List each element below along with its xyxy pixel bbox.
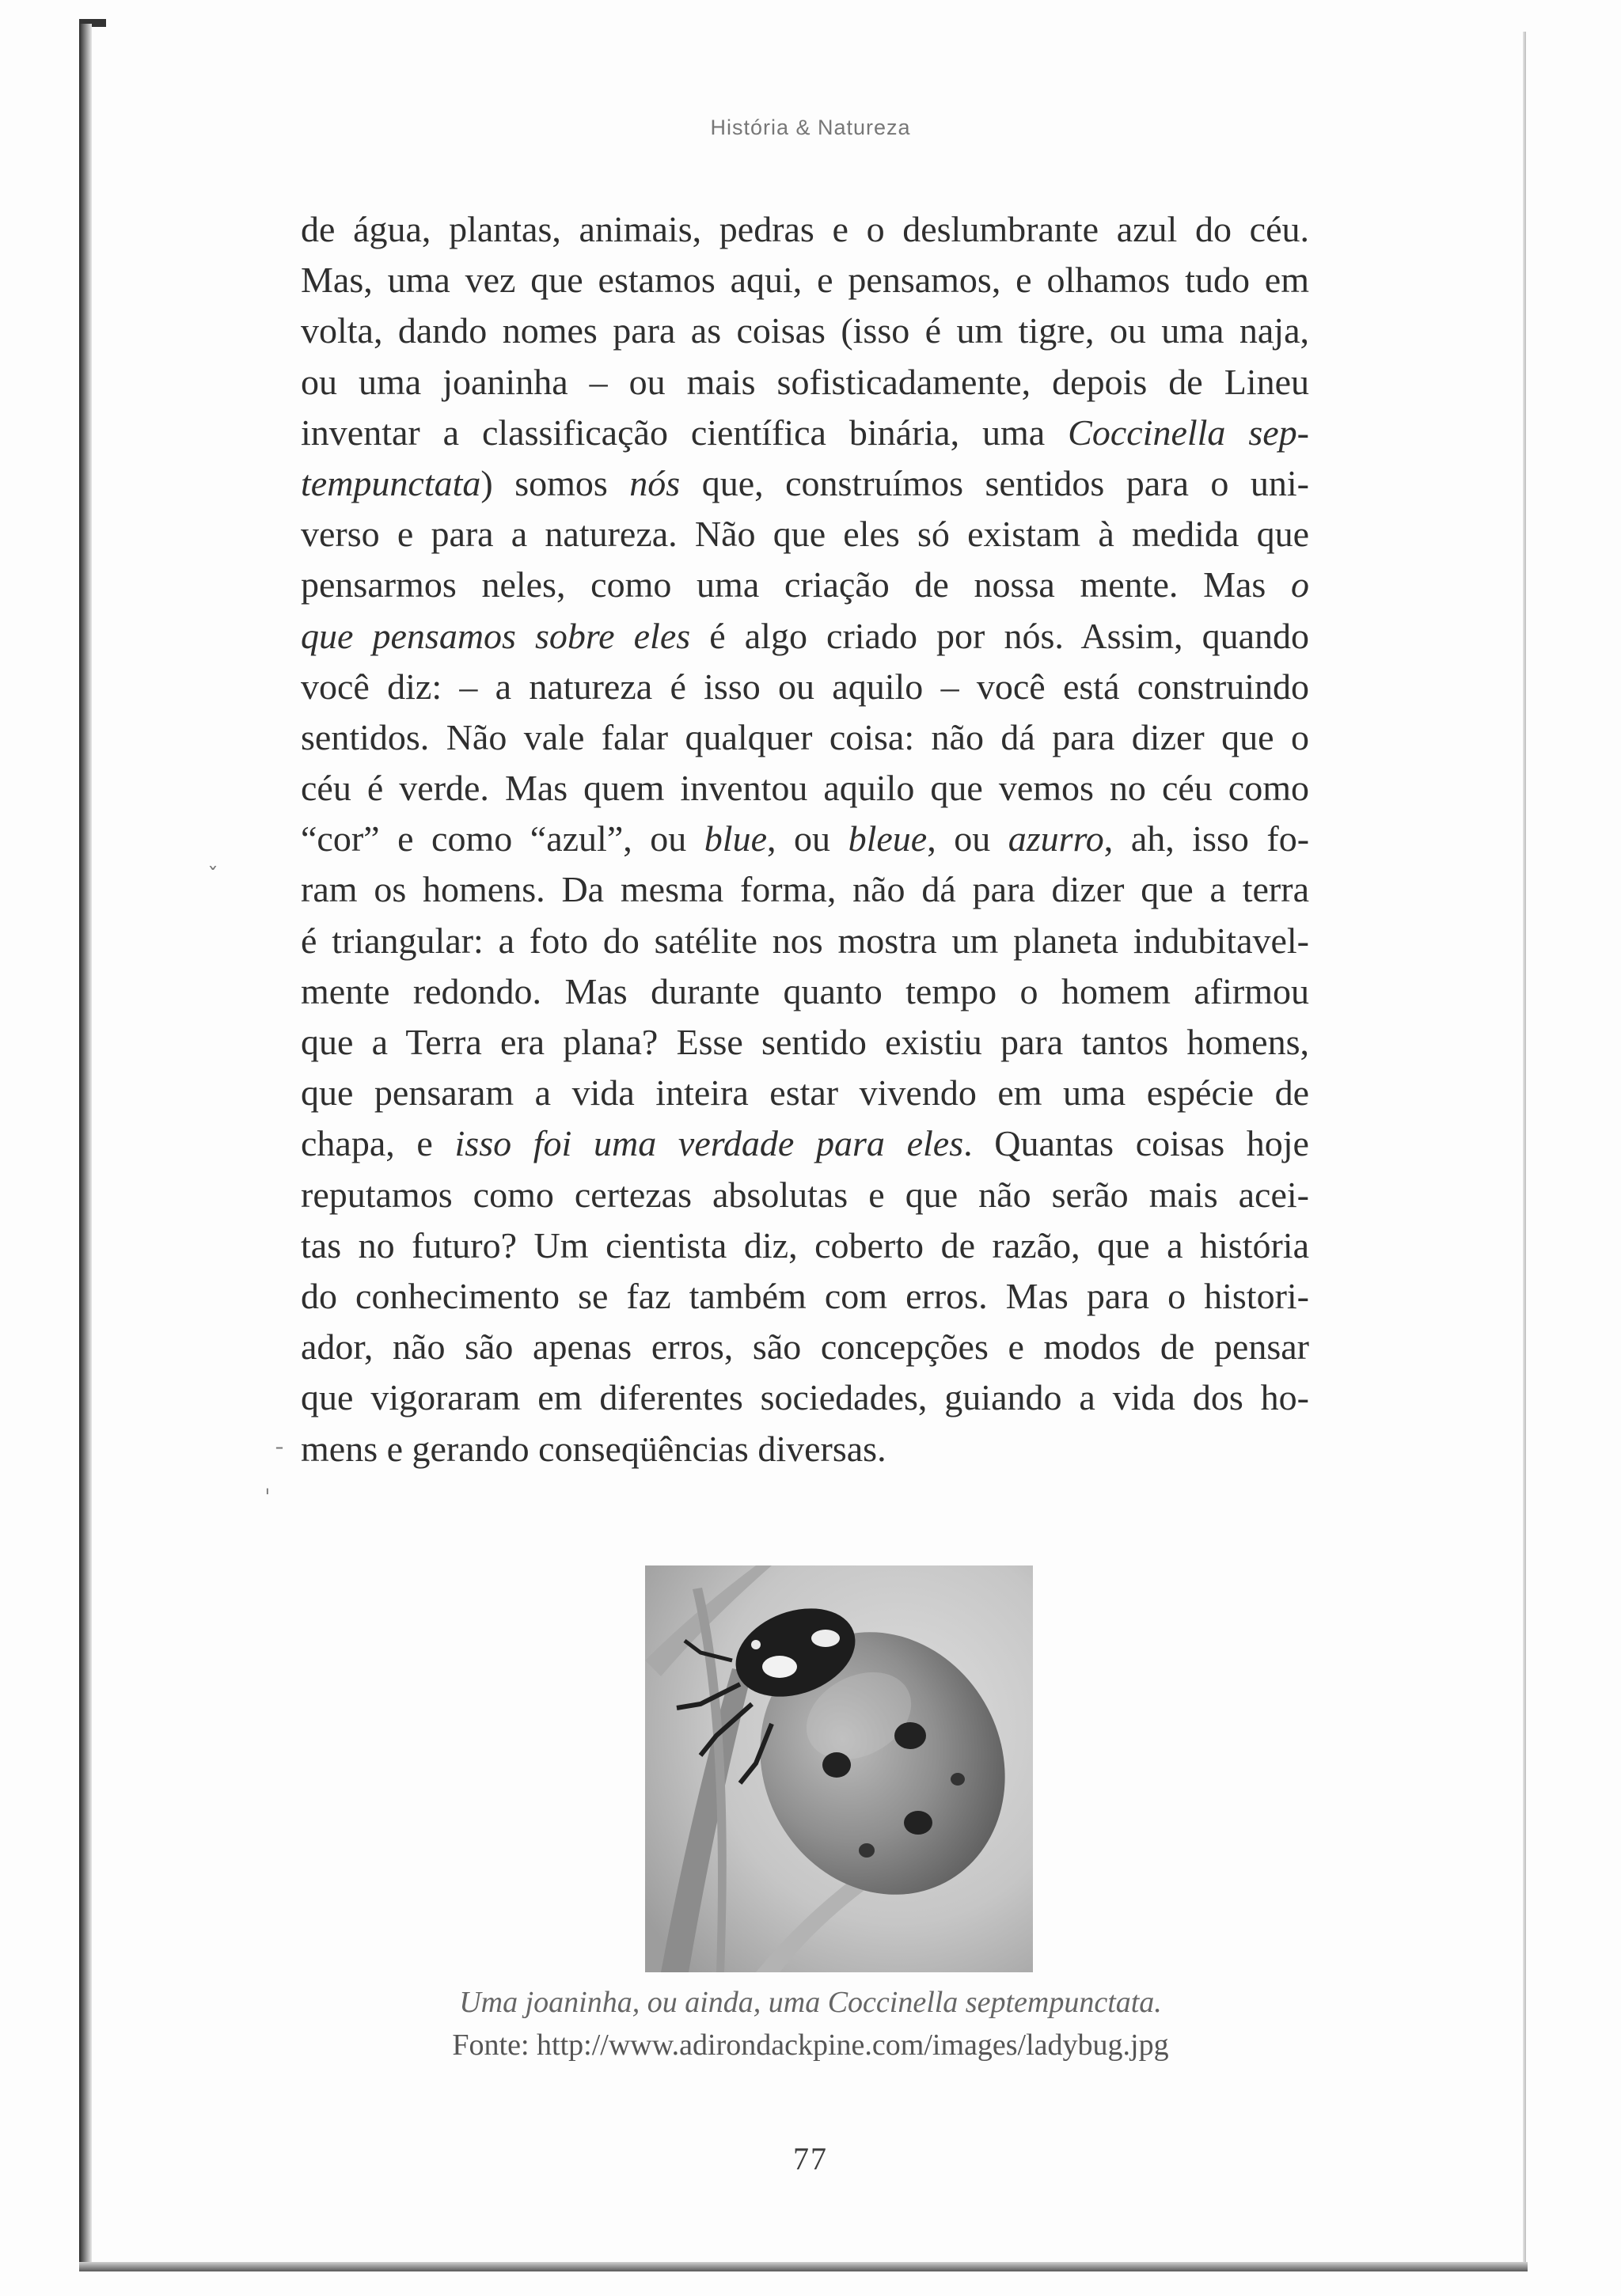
margin-mark: ˌ (264, 1471, 271, 1497)
text-line (301, 1017, 1309, 1068)
scan-shadow-bottom (79, 2262, 1528, 2271)
running-header: História & Natureza (710, 116, 911, 139)
italic-text: o (1291, 564, 1309, 605)
margin-mark: ˇ (207, 863, 218, 889)
text-segment: é algo criado por nós. Assim, quando (690, 615, 1309, 656)
italic-text: isso foi uma verdade para eles (454, 1123, 964, 1164)
text-segment: é triangular: a foto do satélite nos mostra um planeta indubitavel- (301, 920, 1309, 961)
text-line (301, 204, 1309, 255)
page-right-edge (1523, 32, 1526, 2271)
text-segment: . Quantas coisas hoje (963, 1123, 1309, 1164)
text-segment: que pensaram a vida inteira estar vivendo em uma espécie de (301, 1072, 1309, 1114)
text-segment: verso e para a natureza. Não que eles só existam à medida que (301, 514, 1309, 555)
text-segment: ram os homens. Da mesma forma, não dá para dizer que a terra (301, 869, 1309, 910)
text-line (301, 509, 1309, 560)
italic-text: tempunctata (301, 462, 481, 503)
text-segment: do conhecimento se faz também com erros. Mas para o histori- (301, 1275, 1309, 1316)
text-segment: , ah, isso fo- (1103, 818, 1310, 860)
text-line (301, 814, 1309, 864)
text-segment: mente redondo. Mas durante quanto tempo o homem afirmou (301, 970, 1309, 1011)
text-segment: de água, plantas, animais, pedras e o deslumbrante azul do céu. (301, 209, 1309, 249)
italic-text: nós (629, 462, 681, 503)
text-line (301, 763, 1309, 814)
figure-caption: Uma joaninha, ou ainda, uma Coccinella septempunctata. (459, 1986, 1162, 2019)
text-line (301, 306, 1309, 356)
text-line (301, 1118, 1309, 1169)
text-line (301, 864, 1309, 915)
text-line (301, 1068, 1309, 1118)
italic-text: Coccinella sep- (1068, 412, 1309, 453)
text-segment: Mas, uma vez que estamos aqui, e pensamos, e olhamos tudo em (301, 260, 1309, 301)
text-line (301, 966, 1309, 1017)
italic-text: bleue (848, 818, 928, 860)
text-segment: tas no futuro? Um cientista diz, coberto de razão, que a história (301, 1224, 1309, 1266)
text-line (301, 1372, 1309, 1423)
text-segment: reputamos como certezas absolutas e que não serão mais acei- (301, 1174, 1309, 1215)
text-segment: volta, dando nomes para as coisas (isso é um tigre, ou uma naja, (301, 310, 1309, 351)
text-line (301, 1271, 1309, 1322)
text-segment: sentidos. Não vale falar qualquer coisa: não dá para dizer que o (301, 716, 1309, 757)
text-segment: , ou (927, 818, 1008, 860)
text-segment: pensarmos neles, como uma criação de nossa mente. Mas (301, 564, 1291, 605)
text-segment: “cor” e como “azul”, ou (301, 818, 704, 860)
italic-text: que pensamos sobre eles (301, 615, 691, 656)
text-segment: ador, não são apenas erros, são concepções e modos de pensar (301, 1326, 1309, 1368)
text-segment: ) somos (480, 462, 630, 503)
figure-source: Fonte: http://www.adirondackpine.com/images/ladybug.jpg (452, 2028, 1169, 2062)
text-line (301, 560, 1309, 610)
text-segment: você diz: – a natureza é isso ou aquilo – você está construindo (301, 666, 1309, 707)
italic-text: blue (704, 818, 767, 860)
margin-mark: ˍ (274, 1425, 285, 1451)
text-segment: céu é verde. Mas quem inventou aquilo que vemos no céu como (301, 768, 1309, 809)
text-segment: que a Terra era plana? Esse sentido existiu para tantos homens, (301, 1022, 1309, 1062)
scan-binding-shadow (79, 24, 92, 2271)
text-segment: inventar a classificação científica binária, uma (301, 412, 1069, 453)
text-line (301, 357, 1309, 408)
text-line (301, 408, 1309, 458)
ladybug-photo (645, 1565, 1033, 1972)
text-line (301, 1170, 1309, 1220)
ladybug-photo-drawing (645, 1565, 1033, 1972)
page-number: 77 (793, 2141, 828, 2176)
text-line (301, 458, 1309, 509)
text-segment: ou uma joaninha – ou mais sofisticadamente, depois de Lineu (301, 361, 1309, 402)
text-line (301, 255, 1309, 306)
text-line (301, 1424, 1309, 1474)
body-paragraph (301, 204, 1309, 1474)
text-line (301, 611, 1309, 662)
text-line (301, 1322, 1309, 1372)
text-line (301, 1220, 1309, 1271)
text-line (301, 916, 1309, 966)
text-line (301, 712, 1309, 763)
text-segment: , ou (767, 818, 848, 860)
text-line (301, 662, 1309, 712)
text-segment: que vigoraram em diferentes sociedades, guiando a vida dos ho- (301, 1377, 1309, 1418)
text-segment: que, construímos sentidos para o uni- (680, 462, 1309, 503)
text-segment: mens e gerando conseqüências diversas. (301, 1428, 886, 1469)
text-segment: chapa, e (301, 1123, 455, 1164)
italic-text: azurro (1008, 818, 1104, 860)
